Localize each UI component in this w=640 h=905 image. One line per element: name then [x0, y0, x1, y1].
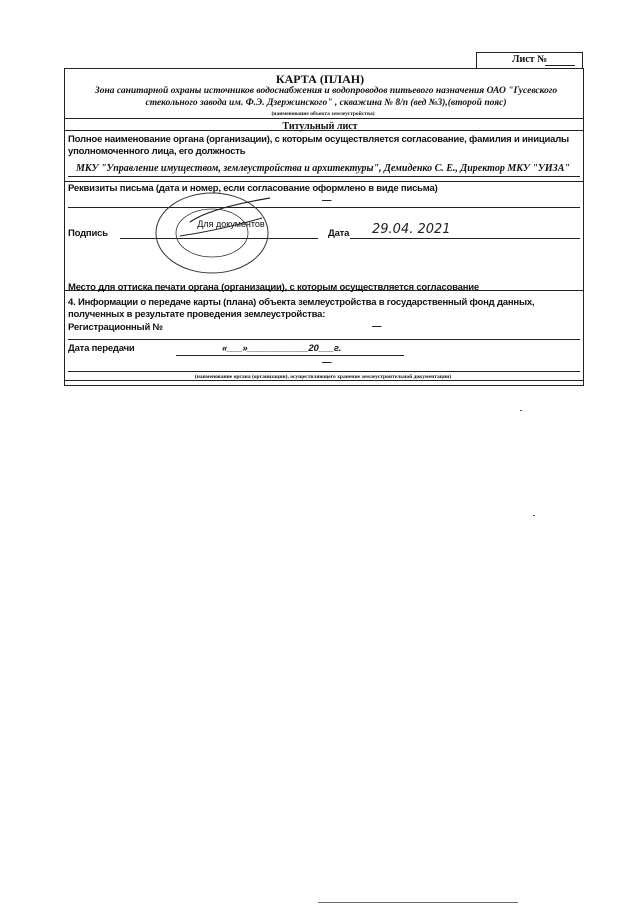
object-name-line1: Зона санитарной охраны источников водоснабжения и водопроводов питьевого назначения ОАО "Гусевского — [94, 86, 558, 96]
divider-org — [65, 181, 583, 182]
sheet-number-label: Лист № — [512, 54, 548, 65]
org-label-line1: Полное наименование органа (организации), с которым осуществляется согласование, фамилия и инициалы — [68, 134, 569, 145]
org-label-line2: уполномоченного лица, его должность — [68, 146, 246, 157]
page-title: КАРТА (ПЛАН) — [275, 72, 365, 86]
letter-label: Реквизиты письма (дата и номер, если согласование оформлено в виде письма) — [68, 183, 438, 194]
date-line — [350, 238, 580, 239]
object-name — [70, 85, 582, 109]
seal-place-label: Место для оттиска печати органа (организации), с которым осуществляется согласование — [68, 282, 480, 293]
letter-dash: — — [322, 195, 332, 206]
date-label: Дата — [328, 228, 350, 239]
reg-number-dash: — — [372, 321, 382, 332]
scan-speck — [533, 515, 535, 516]
scan-speck — [520, 410, 522, 411]
reg-number-label: Регистрационный № — [68, 322, 163, 333]
letter-underline — [68, 207, 580, 208]
divider-title — [65, 118, 583, 119]
stamp-text: Для документов — [197, 219, 265, 229]
date-value: 29.04. 2021 — [372, 222, 451, 237]
reg-underline — [68, 339, 580, 340]
title-sheet-heading: Титульный лист — [282, 121, 358, 132]
custodian-caption: (наименование органа (организации), осуществляющего хранение землеустроительной документации) — [194, 374, 452, 380]
scan-edge-line — [318, 902, 518, 903]
transfer-date-template: «___»____________20___г. — [222, 343, 342, 354]
org-value: МКУ "Управление имуществом, землеустройства и архитектуры", Демиденко С. Е., Директор МКУ "УИЗА" — [76, 163, 570, 174]
object-name-line2: стекольного завода им. Ф.Э. Дзержинского" , скважина № 8/п (вед №3),(второй пояс) — [145, 98, 507, 108]
section4-line1: 4. Информации о передаче карты (плана) объекта землеустройства в государственный фонд данных, — [68, 297, 535, 308]
transfer-date-line — [176, 355, 404, 356]
section4-line2: полученных в результате проведения землеустройства: — [68, 309, 326, 320]
object-caption: (наименование объекта землеустройства) — [271, 111, 375, 117]
stamp — [150, 188, 280, 278]
sheet-number-line — [545, 65, 575, 66]
custodian-underline — [68, 371, 580, 372]
transfer-date-label: Дата передачи — [68, 343, 135, 354]
bottom-dash: — — [322, 357, 332, 368]
divider-bottom — [65, 380, 583, 381]
stamp-graphic — [150, 188, 280, 278]
signature-label: Подпись — [68, 228, 108, 239]
org-value-underline — [68, 176, 580, 177]
